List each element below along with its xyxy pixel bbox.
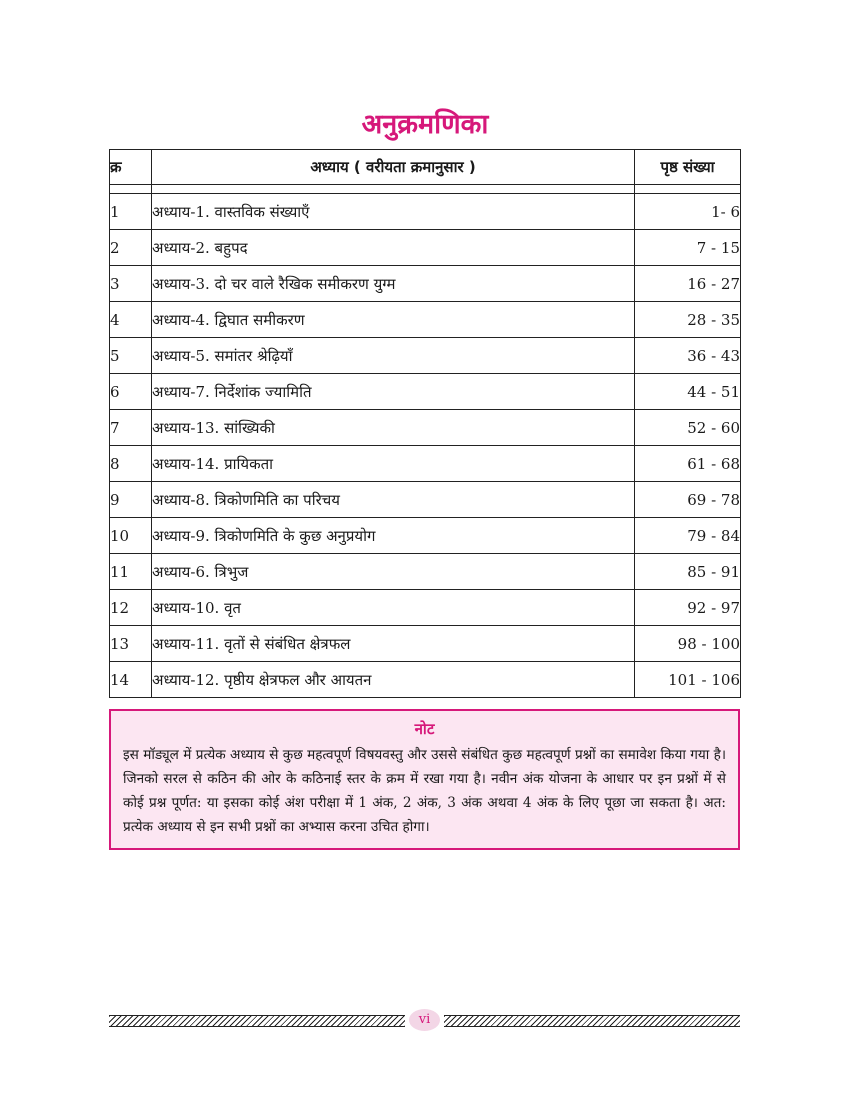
table-row (110, 230, 741, 266)
table-row (110, 626, 741, 662)
row-pages: 69 - 78 (635, 482, 741, 518)
row-pages: 85 - 91 (635, 554, 741, 590)
row-number: 2 (110, 230, 152, 266)
row-pages: 16 - 27 (635, 266, 741, 302)
row-chapter: अध्याय-12. पृष्ठीय क्षेत्रफल और आयतन (152, 662, 635, 698)
row-number: 12 (110, 590, 152, 626)
header-number: क्र (110, 150, 152, 185)
table-row (110, 302, 741, 338)
row-pages: 44 - 51 (635, 374, 741, 410)
row-pages: 79 - 84 (635, 518, 741, 554)
table-row (110, 482, 741, 518)
note-box (109, 709, 740, 850)
note-text: इस मॉड्यूल में प्रत्येक अध्याय से कुछ महत्वपूर्ण विषयवस्तु और उससे संबंधित कुछ महत्वपूर्ण प्रश्नों का समावेश किया गया है। जिनको सरल से कठिन की ओर के कठिनाई स्तर के क्रम में रखा गया है। नवीन अंक योजना के आधार पर इन प्रश्नों में से कोई प्रश्न पूर्णत: या इसका कोई अंश परीक्षा में 1 अंक, 2 अंक, 3 अंक अथवा 4 अंक के लिए पूछा जा सकता है। अत: प्रत्येक अध्याय से इन सभी प्रश्नों का अभ्यास करना उचित होगा। (123, 747, 726, 835)
row-pages: 36 - 43 (635, 338, 741, 374)
row-pages: 92 - 97 (635, 590, 741, 626)
row-chapter: अध्याय-13. सांख्यिकी (152, 410, 635, 446)
row-pages: 61 - 68 (635, 446, 741, 482)
row-number: 3 (110, 266, 152, 302)
table-header-row (110, 150, 741, 185)
row-number: 7 (110, 410, 152, 446)
row-number: 9 (110, 482, 152, 518)
row-number: 14 (110, 662, 152, 698)
row-number: 11 (110, 554, 152, 590)
page-title: अनुक्रमणिका (361, 109, 489, 140)
row-chapter: अध्याय-10. वृत (152, 590, 635, 626)
row-chapter: अध्याय-5. समांतर श्रेढ़ियाँ (152, 338, 635, 374)
spacer-row (110, 185, 741, 194)
table-row (110, 590, 741, 626)
row-chapter: अध्याय-14. प्रायिकता (152, 446, 635, 482)
row-pages: 7 - 15 (635, 230, 741, 266)
table-row (110, 374, 741, 410)
row-chapter: अध्याय-2. बहुपद (152, 230, 635, 266)
row-pages: 98 - 100 (635, 626, 741, 662)
note-title: नोट (414, 720, 435, 738)
table-row (110, 554, 741, 590)
table-row (110, 518, 741, 554)
row-pages: 52 - 60 (635, 410, 741, 446)
footer-border-right (444, 1015, 740, 1027)
table-row (110, 446, 741, 482)
row-chapter: अध्याय-8. त्रिकोणमिति का परिचय (152, 482, 635, 518)
row-pages: 101 - 106 (635, 662, 741, 698)
row-number: 6 (110, 374, 152, 410)
header-chapter: अध्याय ( वरीयता क्रमानुसार ) (152, 150, 635, 185)
row-chapter: अध्याय-6. त्रिभुज (152, 554, 635, 590)
contents-table (109, 149, 741, 698)
table-row (110, 194, 741, 230)
row-number: 4 (110, 302, 152, 338)
table-row (110, 662, 741, 698)
table-body (110, 185, 741, 698)
row-chapter: अध्याय-9. त्रिकोणमिति के कुछ अनुप्रयोग (152, 518, 635, 554)
footer (109, 1009, 740, 1031)
row-chapter: अध्याय-11. वृतों से संबंधित क्षेत्रफल (152, 626, 635, 662)
row-chapter: अध्याय-1. वास्तविक संख्याएँ (152, 194, 635, 230)
header-page: पृष्ठ संख्या (635, 150, 741, 185)
row-pages: 28 - 35 (635, 302, 741, 338)
table-row (110, 266, 741, 302)
row-number: 8 (110, 446, 152, 482)
row-number: 10 (110, 518, 152, 554)
row-number: 5 (110, 338, 152, 374)
row-chapter: अध्याय-7. निर्देशांक ज्यामिति (152, 374, 635, 410)
row-pages: 1- 6 (635, 194, 741, 230)
row-chapter: अध्याय-3. दो चर वाले रैखिक समीकरण युग्म (152, 266, 635, 302)
row-number: 13 (110, 626, 152, 662)
footer-border-left (109, 1015, 405, 1027)
table-row (110, 410, 741, 446)
row-number: 1 (110, 194, 152, 230)
page-number: vi (409, 1009, 440, 1031)
row-chapter: अध्याय-4. द्विघात समीकरण (152, 302, 635, 338)
table-row (110, 338, 741, 374)
